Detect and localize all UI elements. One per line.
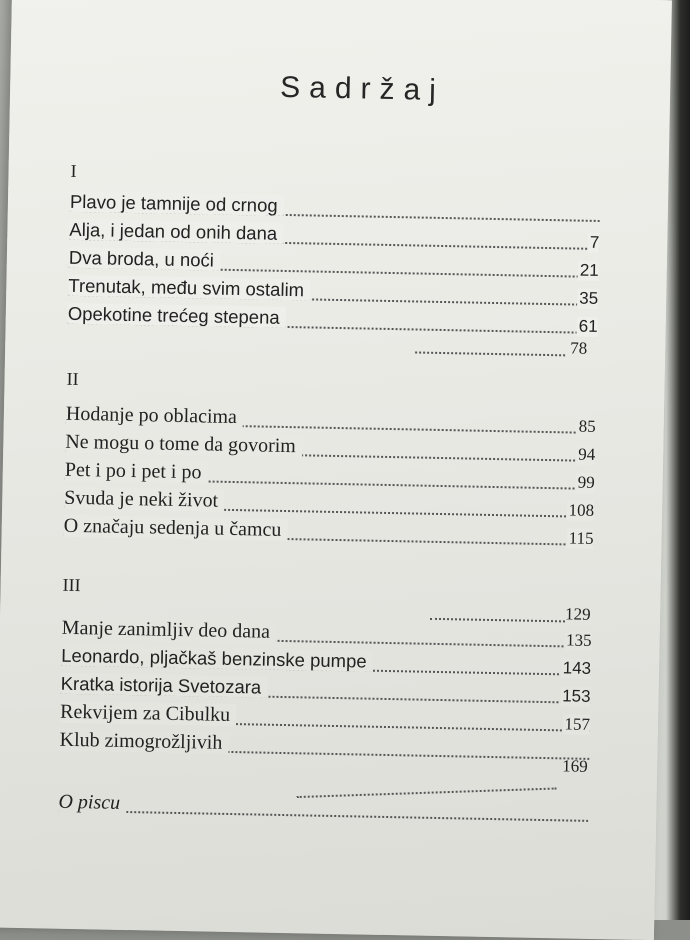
entry-page: 108: [566, 500, 594, 521]
entry-page: 169: [562, 756, 588, 776]
entry-page: 153: [560, 686, 591, 707]
section-number-2: II: [66, 368, 79, 390]
entry-title: Opekotine trećeg stepena: [68, 303, 286, 328]
entry-title: Ne mogu o tome da govorim: [65, 431, 302, 458]
entry-page: 85: [577, 417, 596, 437]
entry-page: 78: [570, 338, 588, 358]
entry-page: 7: [588, 233, 600, 253]
entry-title: Rekvijem za Cibulku: [60, 701, 236, 726]
toc-entry-author: [58, 791, 588, 827]
entry-title: Hodanje po oblacima: [66, 403, 243, 428]
dot-leader: [58, 810, 588, 822]
entry-page: 61: [577, 317, 598, 337]
dot-leader: [415, 351, 565, 356]
entry-title: Leonardo, pljačkaš benzinske pumpe: [61, 645, 373, 672]
entry-title: Klub zimogrožljivih: [59, 729, 228, 754]
entry-title: Trenutak, među svim ostalim: [68, 275, 310, 301]
entry-page: 135: [564, 630, 592, 651]
section-number-3: III: [62, 574, 81, 596]
entry-page: 35: [577, 289, 598, 309]
entry-page: 99: [575, 473, 594, 493]
entry-title: Pet i po i pet i po: [65, 459, 208, 484]
entry-title: Alja, i jedan od onih dana: [69, 219, 283, 244]
entry-title: O značaju sedenja u čamcu: [64, 515, 288, 541]
entry-page: 143: [561, 658, 592, 679]
entry-title: Kratka istorija Svetozara: [61, 673, 268, 698]
entry-page: 157: [562, 714, 590, 735]
entry-title: O piscu: [58, 791, 126, 814]
entry-title: Dva broda, u noći: [69, 247, 220, 271]
entry-page: 115: [567, 528, 594, 549]
entry-page: 21: [578, 261, 599, 281]
entry-page: 129: [564, 604, 591, 624]
section-number-1: I: [70, 160, 77, 181]
page-title: Sadržaj: [279, 70, 446, 107]
entry-title: Plavo je tamnije od crnog: [70, 191, 284, 216]
entry-page: 94: [576, 445, 595, 465]
entry-title: Svuda je neki život: [64, 487, 224, 512]
dot-leader: [430, 618, 565, 623]
entry-title: Manje zanimljiv deo dana: [62, 617, 277, 643]
